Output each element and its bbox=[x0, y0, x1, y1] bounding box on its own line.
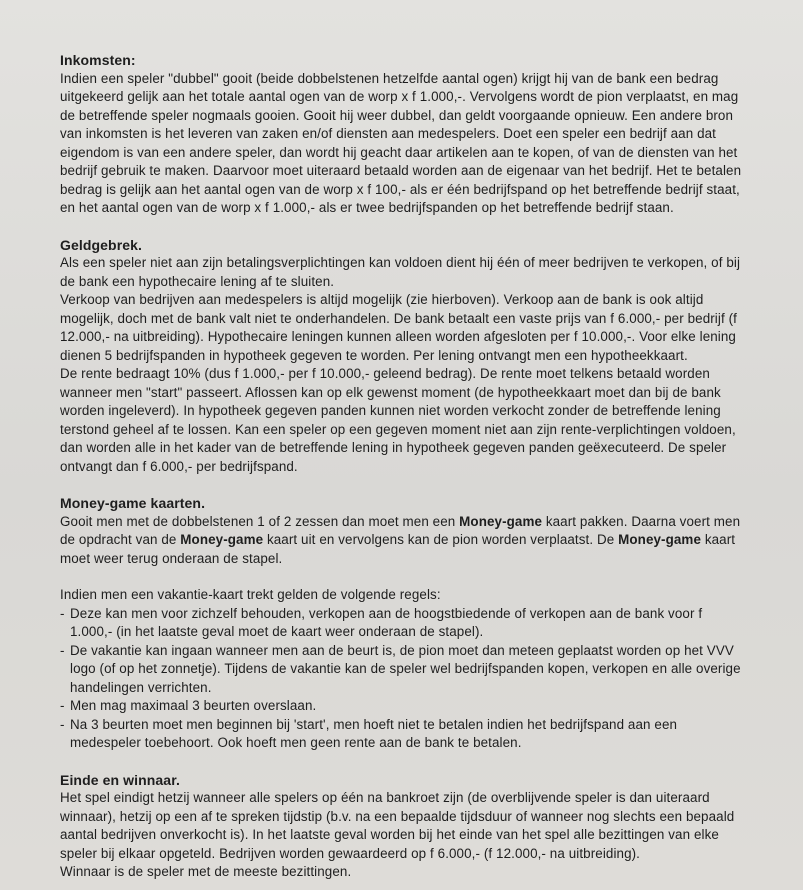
money-game-keyword-2: Money-game bbox=[180, 532, 264, 547]
section-title-money-game: Money-game kaarten. bbox=[60, 495, 206, 511]
section-inkomsten bbox=[60, 51, 744, 218]
vakantie-rule: - Deze kan men voor zichzelf behouden, verkopen aan de hoogstbiedende of verkopen aan de bank voor f 1.000,- (in het laatste geval moet de kaart weer onderaan de stapel). bbox=[60, 605, 744, 642]
paragraph-geldgebrek-1: Als een speler niet aan zijn betalingsverplichtingen kan voldoen dient hij één of meer bedrijven te verkopen, of bij de bank een hypothecaire lening af te sluiten. bbox=[60, 255, 741, 289]
money-game-text-2: kaart pakken. Daarna voert men de opdracht van de bbox=[60, 513, 741, 547]
paragraph-einde-1: Het spel eindigt hetzij wanneer alle spelers op één na bankroet zijn (de overblijvende speler is dan uiteraard winnaar), hetzij op een af te spreken tijdstip (b.v. na een bepaalde tijdsduur of wanneer nog slechts een bepaald aantal bedrijven onverkocht is). In het laatste geval worden bij het einde van het spel alle bezittingen van elke speler bij elkaar opgeteld. Bedrijven worden gewaardeerd op f 6.000,- (f 12.000,- na uitbreiding). bbox=[60, 790, 735, 861]
section-title-inkomsten: Inkomsten: bbox=[60, 52, 136, 68]
money-game-text-1: Gooit men met de dobbelstenen 1 of 2 zessen dan moet men een bbox=[60, 513, 460, 529]
vakantie-rule: - De vakantie kan ingaan wanneer men aan de beurt is, de pion moet dan meteen geplaatst worden op het VVV logo (of op het zonnetje). Tijdens de vakantie kan de speler wel bedrijfspanden kopen, verkopen en alle overige handelingen verrichten. bbox=[60, 642, 744, 698]
section-money-game bbox=[60, 494, 744, 568]
money-game-keyword-3: Money-game bbox=[618, 532, 701, 547]
section-vakantie bbox=[60, 586, 744, 753]
rules-text bbox=[60, 51, 744, 882]
money-game-keyword-1: Money-game bbox=[459, 513, 543, 529]
section-einde bbox=[60, 771, 744, 882]
section-title-einde: Einde en winnaar. bbox=[60, 771, 180, 788]
vakantie-rule: - Na 3 beurten moet men beginnen bij 'start', men hoeft niet te betalen indien het bedrijfspand aan een medespeler toebehoort. Ook hoeft men geen rente aan de bank te betalen. bbox=[60, 716, 744, 753]
paragraph-inkomsten: Indien een speler "dubbel" gooit (beide dobbelstenen hetzelfde aantal ogen) krijgt hij van de bank een bedrag uitgekeerd gelijk aan het totale aantal ogen van de worp x f 1.000,-. Vervolgens wordt de pion verplaatst, en mag de betreffende speler nogmaals gooien. Gooit hij weer dubbel, dan geldt voorgaande opnieuw. Een andere bron van inkomsten is het leveren van zaken en/of diensten aan medespelers. Doet een speler een bedrijf aan dat eigendom is van een andere speler, dan wordt hij geacht daar artikelen aan te kopen, of van de diensten van het bedrijf gebruik te maken. Daarvoor moet uiteraard betaald worden aan de eigenaar van het bedrijf. Het te betalen bedrag is gelijk aan het aantal ogen van de worp x f 100,- als er één bedrijfspand op het betreffende bedrijf staat, en het aantal ogen van de worp x f 1.000,- als er twee bedrijfspanden op het betreffende bedrijf staan. bbox=[60, 70, 742, 215]
paragraph-geldgebrek-2: Verkoop van bedrijven aan medespelers is altijd mogelijk (zie hierboven). Verkoop aan de bank is ook altijd mogelijk, doch met de bank valt niet te onderhandelen. De bank betaalt een vaste prijs van f 6.000,- per bedrijf (f 12.000,- na uitbreiding). Hypothecaire leningen kunnen alleen worden afgesloten per f 10.000,-. Voor elke lening dienen 5 bedrijfspanden in hypotheek gegeven te worden. Per lening ontvangt men een hypotheekkaart. bbox=[60, 292, 737, 363]
vakantie-rule: - Men mag maximaal 3 beurten overslaan. bbox=[60, 697, 744, 716]
vakantie-intro: Indien men een vakantie-kaart trekt gelden de volgende regels: bbox=[60, 587, 441, 602]
paragraph-geldgebrek-3: De rente bedraagt 10% (dus f 1.000,- per f 10.000,- geleend bedrag). De rente moet telkens betaald worden wanneer men "start" passeert. Aflossen kan op elk gewenst moment (de hypotheekkaart moet dan bij de bank worden ingeleverd). In hypotheek gegeven panden kunnen niet worden verkocht zonder de betreffende lening terstond geheel af te lossen. Kan een speler op een gegeven moment niet aan zijn rente-verplichtingen voldoen, dan worden alle in het kader van de betreffende lening in hypotheek gegeven panden geëxecuteerd. De speler ontvangt dan f 6.000,- per bedrijfspand. bbox=[60, 366, 736, 474]
paragraph-einde-2: Winnaar is de speler met de meeste bezittingen. bbox=[60, 864, 352, 879]
section-geldgebrek bbox=[60, 236, 744, 477]
section-title-geldgebrek: Geldgebrek. bbox=[60, 236, 143, 253]
vakantie-rules-list bbox=[60, 605, 744, 753]
paragraph-money-game bbox=[60, 513, 744, 569]
money-game-text-4: kaart moet weer terug onderaan de stapel. bbox=[60, 532, 736, 566]
money-game-text-3: kaart uit en vervolgens kan de pion worden verplaatst. De bbox=[263, 532, 619, 547]
